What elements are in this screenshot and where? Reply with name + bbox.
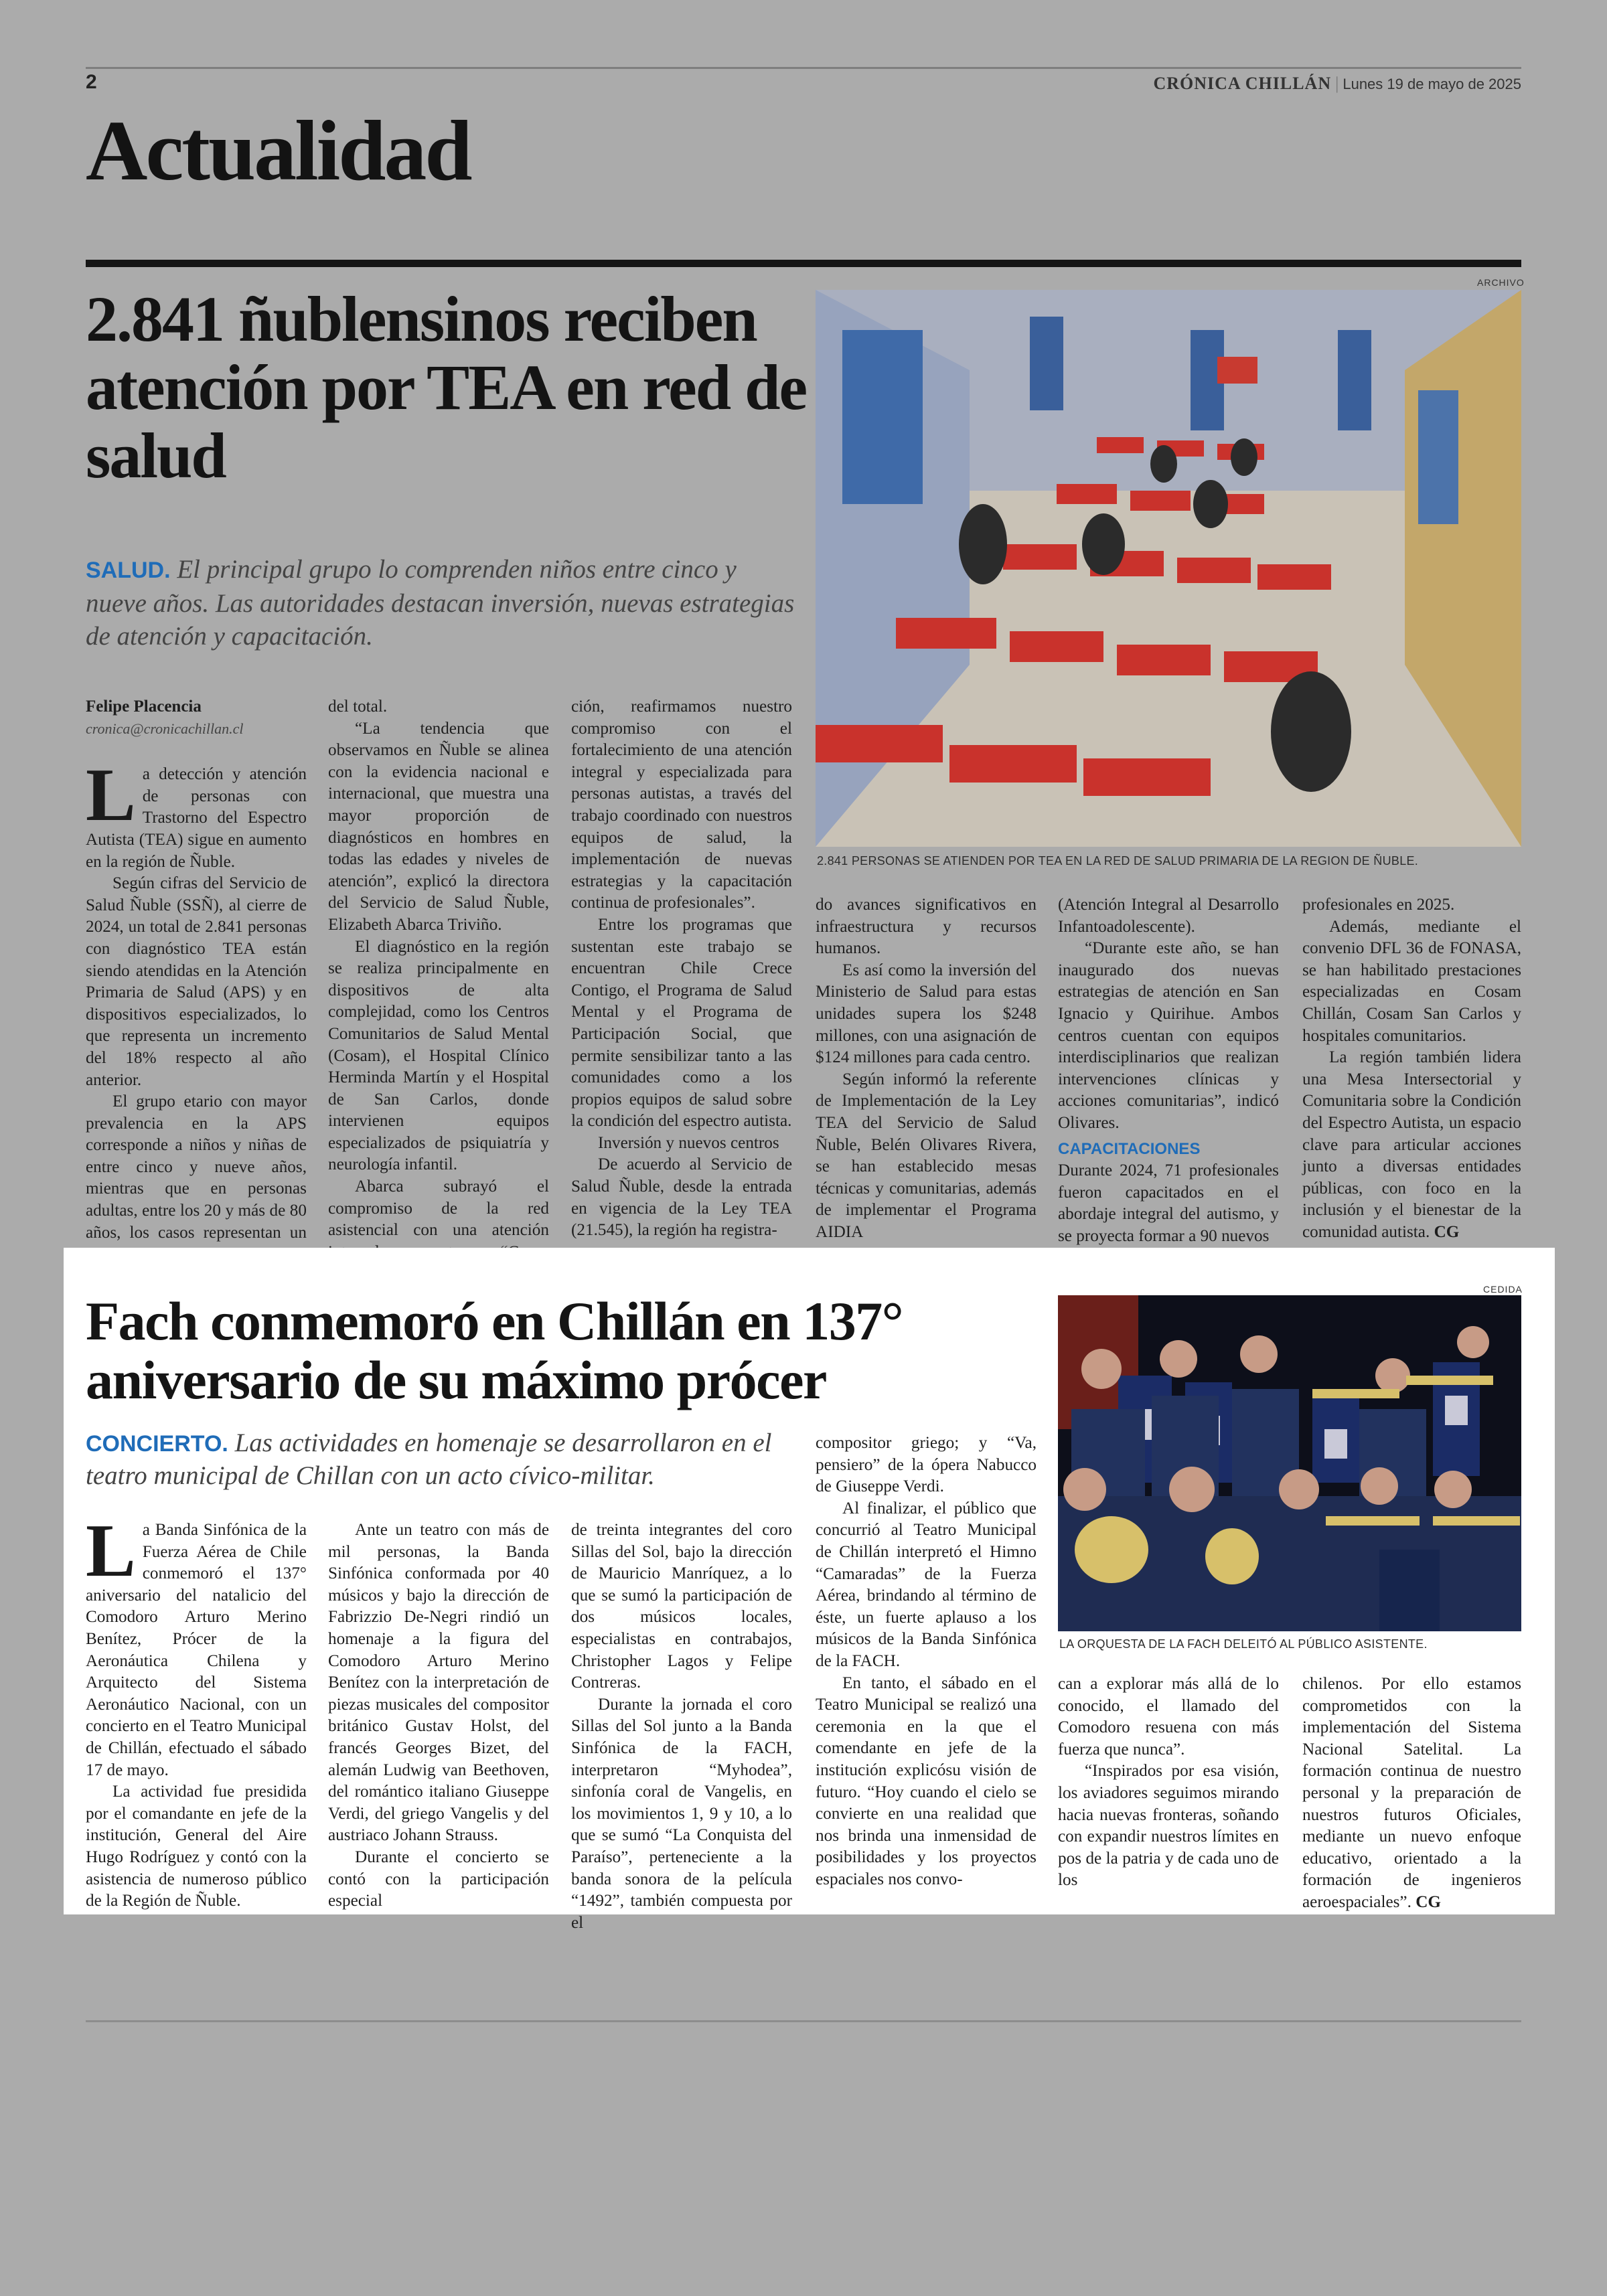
tea-dropcap: L — [86, 754, 136, 837]
tea-col3-subhead: Inversión y nuevos centros — [598, 1133, 779, 1152]
fach-column-2 — [328, 1520, 549, 1910]
fach-col6-p1-wrap — [1302, 1673, 1521, 1914]
tea-col2-p1: del total. — [328, 698, 388, 716]
tea-column-1 — [86, 696, 307, 1248]
tea-end-mark: CG — [1434, 1222, 1460, 1241]
top-rule — [86, 67, 1521, 69]
fach-headline: Fach conmemoró en Chillán en 137° aniversario de su máximo prócer — [86, 1291, 903, 1410]
tea-waiting-room-photo — [816, 290, 1521, 847]
tea-subhead-capacitaciones: CAPACITACIONES — [1058, 1139, 1201, 1158]
tea-photo-caption: 2.841 PERSONAS SE ATIENDEN POR TEA EN LA RED DE SALUD PRIMARIA DE LA REGION DE ÑUBLE. — [817, 854, 1419, 868]
fach-col2-p1: Ante un teatro con más de mil personas, la Banda Sinfónica conformada por 40 músicos y bajo la dirección de Fabrizzio De-Negri rindió un homenaje a la figura del Comodoro Arturo Merino Benítez con la interpretación de piezas musicales del compositor británico Gustav Holst, del francés Georges Bizet, del alemán Ludwig van Beethoven, del romántico italiano Giuseppe Verdi, del griego Vangelis y del austriaco Johann Strauss. — [328, 1521, 549, 1845]
tea-col4-p3: Según informó la referente de Implementación de la Ley TEA del Servicio de Salud Ñuble, Belén Olivares Rivera, se han establecido mesas técnicas y comunitarias, además de implementar el Programa AIDIA — [816, 1070, 1037, 1241]
fach-end-mark: CG — [1415, 1892, 1441, 1911]
section-title: Actualidad — [86, 103, 471, 198]
fach-orchestra-photo — [1058, 1295, 1521, 1631]
tea-lead-text: El principal grupo lo comprenden niños entre cinco y nueve años. Las autoridades destacan inversión, nuevas estrategias de atención y capacitación. — [86, 555, 795, 651]
tea-col2-p4: Abarca subrayó el compromiso de la red asistencial con una atención — [328, 1177, 549, 1240]
fach-column-5 — [1058, 1673, 1279, 1904]
fach-paragraph — [86, 1509, 307, 1781]
fach-col3-p2: Durante la jornada el coro Sillas del Sol junto a la Banda Sinfónica de la FACH, interpretaron “Myhodea”, sinfonía coral de Vangelis, en los movimientos 1, 9 y 10, a lo que se sumó “La Conquista del Paraíso”, perteneciente a la banda sonora de la película “1492”, también compuesta por el — [571, 1695, 792, 1932]
fach-lead — [86, 1427, 802, 1491]
section-rule — [86, 260, 1521, 267]
tea-column-4 — [816, 894, 1037, 1249]
masthead — [1153, 74, 1521, 94]
tea-lead — [86, 553, 802, 653]
tea-col3-p2: Entre los programas que sustentan este trabajo se encuentran Chile Crece Contigo, el Programa de Salud Mental y el Programa de Participación Social, que permite sensibilizar tanto a las comunidades como a los propios equipos de salud sobre la condición del espectro autista. — [571, 915, 792, 1131]
tea-headline: 2.841 ñublensinos reciben atención por TEA en red de salud — [86, 283, 807, 491]
masthead-separator: | — [1335, 74, 1339, 93]
bottom-rule — [86, 2020, 1521, 2022]
fach-column-6 — [1302, 1673, 1521, 1911]
fach-kicker: CONCIERTO. — [86, 1431, 228, 1457]
tea-column-6 — [1302, 894, 1521, 1249]
fach-photo-caption: LA ORQUESTA DE LA FACH DELEITÓ AL PÚBLICO ASISTENTE. — [1059, 1637, 1428, 1651]
tea-author-email: cronica@cronicachillan.cl — [86, 720, 244, 737]
tea-paragraph — [86, 754, 307, 873]
tea-col2-p2: “La tendencia que observamos en Ñuble se alinea con la evidencia nacional e internacional, que muestra una mayor proporción de diagnósticos en hombres en todas las edades y niveles de atención”, explicó la directora del Servicio de Salud Ñuble, Elizabeth Abarca Triviño. — [328, 719, 549, 934]
fach-col6-p1: chilenos. Por ello estamos comprometidos con la implementación del Sistema Nacional Satelital. La formación continua de nuestro personal y la preparación de nuestros futuros Oficiales, mediante un nuevo enfoque educativo, orientado a la formación de ingenieros aeroespaciales”. — [1302, 1675, 1521, 1911]
fach-col3-p1: de treinta integrantes del coro Sillas del Sol, bajo la dirección de Mauricio Manríquez, a lo que se sumó la participación de dos músicos locales, especialistas en contrabajos, Christopher Lagos y Felipe Contreras. — [571, 1521, 792, 1692]
tea-col1-p2: Según cifras del Servicio de Salud Ñuble (SSÑ), al cierre de 2024, un total de 2.841 personas con diagnóstico TEA están siendo atendidas en la Atención Primaria de Salud (APS) y en dispositivos especializados, lo que representa un incremento del 18% respecto al año anterior. — [86, 874, 307, 1089]
tea-col6-p1: profesionales en 2025. — [1302, 896, 1455, 914]
fach-photo-credit: CEDIDA — [1483, 1284, 1523, 1295]
tea-col6-p3-text: La región también lidera una Mesa Intersectorial y Comunitaria sobre la Condición del Espectro Autista, un espacio clave para articular acciones junto a diversas entidades públicas, con foco en la inclusión y el bienestar de la comunidad autista. — [1302, 1048, 1521, 1241]
tea-col1-p1: a detección y atención de personas con Trastorno del Espectro Autista (TEA) sigue en aumento en la región de Ñuble. — [86, 765, 307, 871]
tea-col3-p4: De acuerdo al Servicio de Salud Ñuble, desde la entrada en vigencia de la Ley TEA (21.545), la región ha registra- — [571, 1155, 792, 1240]
tea-col5-p3: Durante 2024, 71 profesionales fueron capacitados en el abordaje integral del autismo, y se proyecta formar a 90 nuevos — [1058, 1161, 1279, 1245]
orchestra-illustration — [1058, 1295, 1521, 1631]
fach-col1-p2: La actividad fue presidida por el comandante en jefe de la institución, General del Aire Hugo Rodríguez y contó con la asistencia de numeroso público de la Región de Ñuble. — [86, 1783, 307, 1910]
tea-column-3 — [571, 696, 792, 1248]
fach-col2-p2: Durante el concierto se contó con la participación especial — [328, 1848, 549, 1910]
tea-col3-p1: ción, reafirmamos nuestro compromiso con el fortalecimiento de una atención integral y especializada para personas autistas, a través del trabajo coordinado con nuestros equipos de salud, la implementación de nuevas estrategias y la capacitación continua de profesionales”. — [571, 698, 792, 912]
tea-col5-p1: (Atención Integral al Desarrollo Infantoadolescente). — [1058, 896, 1279, 936]
tea-author: Felipe Placencia — [86, 698, 202, 716]
tea-col5-p2: “Durante este año, se han inaugurado dos nuevas estrategias de atención en San Ignacio y Quirihue. Ambos centros cuentan con equipos interdisciplinarios que realizan intervenciones clínicas y acciones comunitarias”, indicó Olivares. — [1058, 939, 1279, 1132]
tea-column-5 — [1058, 894, 1279, 1249]
tea-column-2 — [328, 696, 549, 1248]
fach-col4-p2: Al finalizar, el público que concurrió al Teatro Municipal de Chillán interpretó el Himno “Camaradas” de la Fuerza Aérea, brindando al término de éste, un fuerte aplauso a los músicos de la Banda Sinfónica de la FACH. — [816, 1499, 1037, 1670]
issue-date: Lunes 19 de mayo de 2025 — [1343, 76, 1521, 92]
fach-lead-text: Las actividades en homenaje se desarrollaron en el teatro municipal de Chillan con un acto cívico-militar. — [86, 1428, 772, 1490]
fach-col5-p2: “Inspirados por esa visión, los aviadores seguimos mirando hacia nuevas fronteras, soñando con expandir nuestros límites en pos de la patria y de cada uno de los — [1058, 1762, 1279, 1890]
fach-column-4 — [816, 1432, 1037, 1904]
tea-photo-credit: ARCHIVO — [1477, 277, 1525, 288]
tea-col1-p3: El grupo etario con mayor prevalencia en la APS corresponde a niños y niñas de entre cinco y nueve años, mientras que en personas adultas, entre los 20 y más de 80 años, los casos representan un — [86, 1092, 307, 1242]
tea-kicker: SALUD. — [86, 558, 171, 583]
tea-col2-p3: El diagnóstico en la región se realiza principalmente en dispositivos de alta complejidad, como los Centros Comunitarios de Salud Mental (Cosam), el Hospital Clínico Herminda Martín y el Hospital de San Carlos, donde intervienen equipos especializados de psiquiatría y neurología infantil. — [328, 937, 549, 1174]
tea-col4-p2: Es así como la inversión del Ministerio de Salud para estas unidades supera los $248 millones, con una asignación de $124 millones para cada centro. — [816, 961, 1037, 1067]
fach-col5-p1: can a explorar más allá de lo conocido, el llamado del Comodoro resuena con más fuerza que nunca”. — [1058, 1675, 1279, 1758]
fach-dropcap: L — [86, 1509, 136, 1592]
fach-column-1 — [86, 1509, 307, 1910]
tea-col6-p2: Además, mediante el convenio DFL 36 de FONASA, se han habilitado prestaciones especializadas en Cosam Chillán, Cosam San Carlos y hospitales comunitarios. — [1302, 917, 1521, 1045]
fach-col4-p3: En tanto, el sábado en el Teatro Municipal se realizó una ceremonia en la que el comendante en jefe de la institución explicósu visión de futuro. “Hoy cuando el cielo se convierte en una realidad que nos brinda una inmensidad de posibilidades y los proyectos espaciales nos convo- — [816, 1673, 1037, 1888]
fach-col1-p1: a Banda Sinfónica de la Fuerza Aérea de Chile conmemoró el 137° aniversario del natalicio del Comodoro Arturo Merino Benítez, Prócer de la Aeronáutica Chilena y Arquitecto del Sistema Aeronáutico Nacional, con un concierto en el Teatro Municipal de Chillán, efectuado el sábado 17 de mayo. — [86, 1521, 307, 1779]
page-number: 2 — [86, 71, 97, 93]
waiting-room-illustration — [816, 290, 1521, 847]
fach-column-3 — [571, 1520, 792, 1932]
tea-col6-p3 — [1302, 1047, 1521, 1243]
newspaper-name: CRÓNICA CHILLÁN — [1153, 74, 1332, 93]
fach-col4-p1: compositor griego; y “Va, pensiero” de la ópera Nabucco de Giuseppe Verdi. — [816, 1434, 1037, 1496]
tea-col4-p1: do avances significativos en infraestructura y recursos humanos. — [816, 896, 1037, 958]
